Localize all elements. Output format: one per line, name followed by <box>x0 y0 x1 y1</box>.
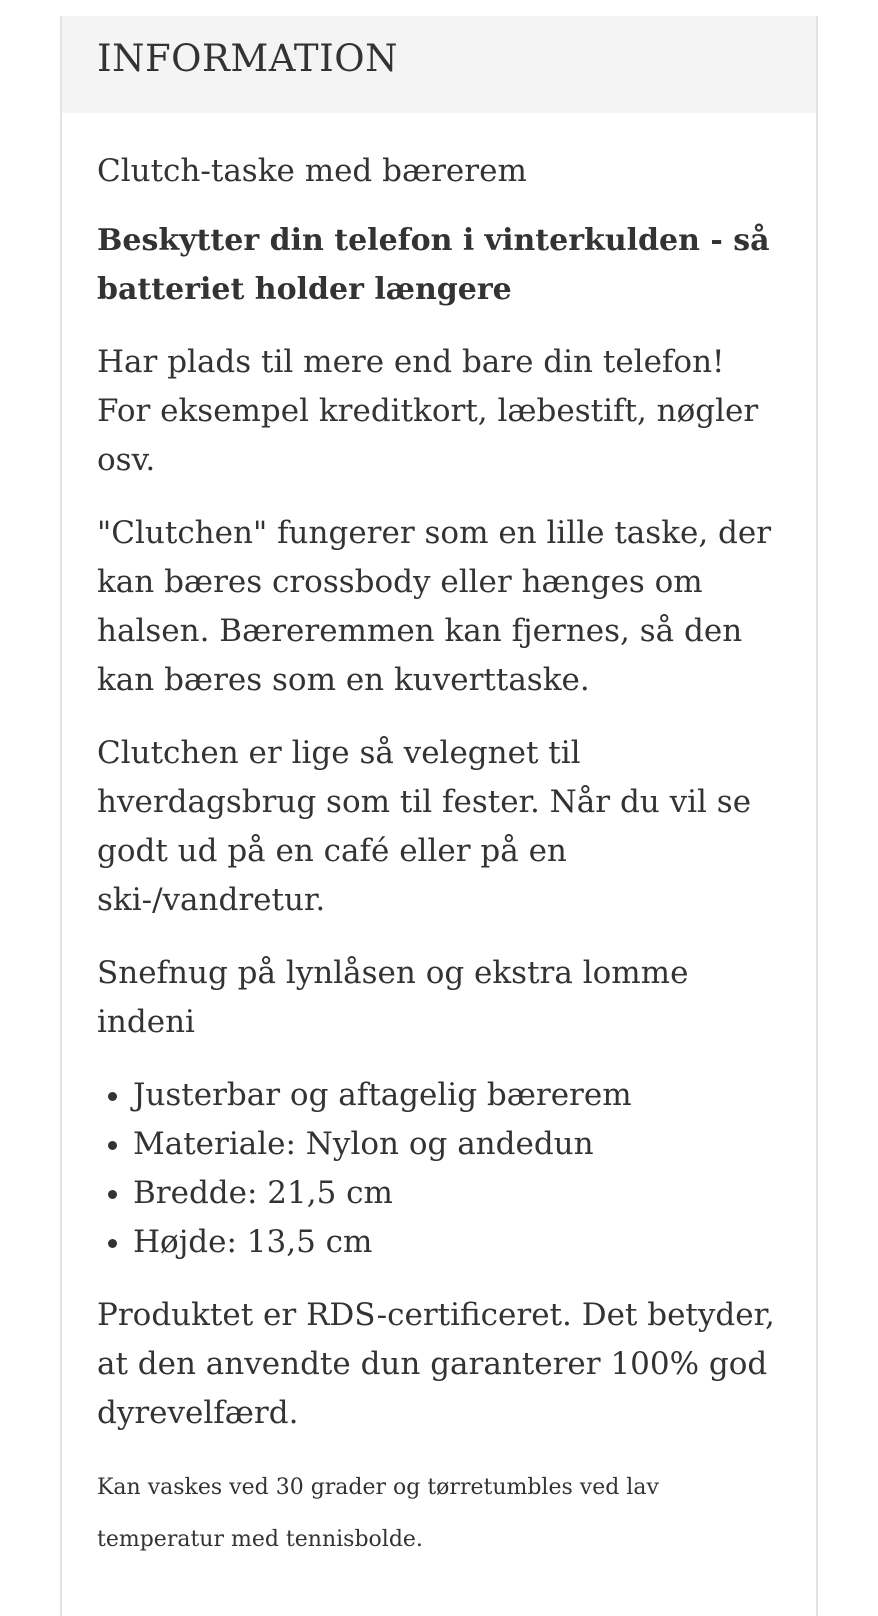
care-note: Kan vaskes ved 30 grader og tørretumbles ved lav temperatur med tennisbolde. <box>97 1475 659 1552</box>
list-item: • Højde: 13,5 cm <box>133 1218 786 1267</box>
occasion-description: Clutchen er lige så velegnet til hverdagsbrug som til fester. Når du vil se godt ud på en café eller på en ski-/vandretur. <box>97 735 752 918</box>
information-title: INFORMATION <box>97 37 398 80</box>
list-item: • Materiale: Nylon og andedun <box>133 1120 786 1169</box>
information-header <box>62 16 816 113</box>
details-description: Snefnug på lynlåsen og ekstra lomme indeni <box>97 955 689 1040</box>
list-item: • Bredde: 21,5 cm <box>133 1169 786 1218</box>
product-highlight: Beskytter din telefon i vinterkulden - så batteriet holder længere <box>97 223 770 307</box>
feature-list <box>97 1071 786 1267</box>
product-subtitle: Clutch-taske med bærerem <box>97 153 527 189</box>
list-item: • Justerbar og aftagelig bærerem <box>133 1071 786 1120</box>
certification-description: Produktet er RDS-certificeret. Det betyder, at den anvendte dun garanterer 100% god dyrevelfærd. <box>97 1297 775 1431</box>
usage-description: "Clutchen" fungerer som en lille taske, der kan bæres crossbody eller hænges om halsen. Bæreremmen kan fjernes, så den kan bæres som en kuverttaske. <box>97 515 772 698</box>
space-description: Har plads til mere end bare din telefon! For eksempel kreditkort, læbestift, nøgler osv. <box>97 344 759 478</box>
information-body <box>62 113 816 1566</box>
information-panel <box>60 16 818 1616</box>
